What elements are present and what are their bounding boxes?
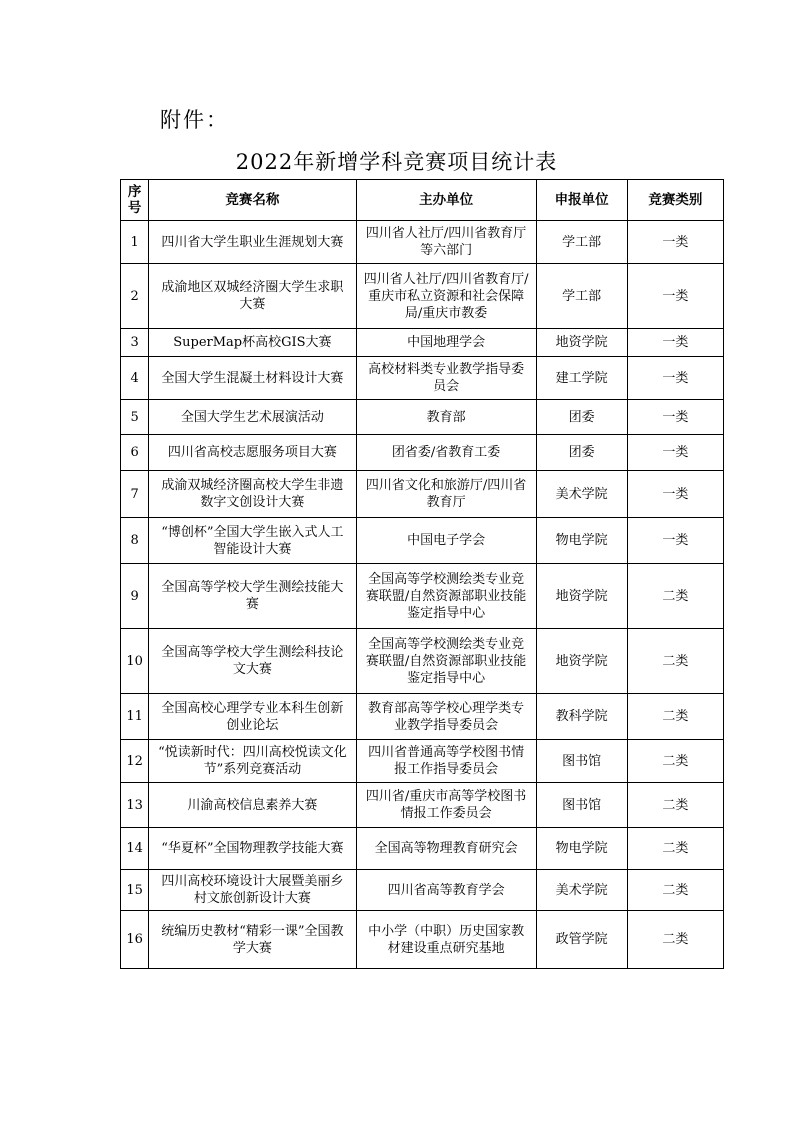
cell-index: 14 bbox=[121, 828, 149, 870]
cell-organizer: 四川省/重庆市高等学校图书情报工作委员会 bbox=[356, 783, 536, 828]
cell-index: 4 bbox=[121, 357, 149, 400]
cell-category: 一类 bbox=[627, 329, 723, 357]
cell-organizer: 全国高等学校测绘类专业竞赛联盟/自然资源部职业技能鉴定指导中心 bbox=[356, 564, 536, 629]
cell-applicant: 教科学院 bbox=[536, 694, 627, 740]
cell-organizer: 中国电子学会 bbox=[356, 518, 536, 564]
cell-name: 成渝双城经济圈高校大学生非遗数字文创设计大赛 bbox=[149, 471, 356, 518]
table-row bbox=[121, 357, 724, 400]
cell-organizer: 中国地理学会 bbox=[356, 329, 536, 357]
cell-organizer: 四川省普通高等学校图书情报工作指导委员会 bbox=[356, 740, 536, 783]
cell-name: 全国大学生艺术展演活动 bbox=[149, 400, 356, 435]
cell-category: 二类 bbox=[627, 783, 723, 828]
cell-name: 全国高等学校大学生测绘科技论文大赛 bbox=[149, 629, 356, 694]
table-row bbox=[121, 400, 724, 435]
table-row bbox=[121, 828, 724, 870]
cell-index: 8 bbox=[121, 518, 149, 564]
table-row bbox=[121, 783, 724, 828]
cell-index: 5 bbox=[121, 400, 149, 435]
cell-category: 一类 bbox=[627, 264, 723, 329]
cell-index: 10 bbox=[121, 629, 149, 694]
header-organizer: 主办单位 bbox=[356, 180, 536, 221]
cell-applicant: 政管学院 bbox=[536, 911, 627, 969]
header-applicant: 申报单位 bbox=[536, 180, 627, 221]
cell-organizer: 中小学（中职）历史国家教材建设重点研究基地 bbox=[356, 911, 536, 969]
cell-applicant: 地资学院 bbox=[536, 629, 627, 694]
cell-category: 二类 bbox=[627, 694, 723, 740]
cell-name: “华夏杯”全国物理教学技能大赛 bbox=[149, 828, 356, 870]
header-name: 竞赛名称 bbox=[149, 180, 356, 221]
table-row bbox=[121, 435, 724, 471]
cell-index: 12 bbox=[121, 740, 149, 783]
cell-name: 统编历史教材“精彩一课”全国教学大赛 bbox=[149, 911, 356, 969]
cell-index: 9 bbox=[121, 564, 149, 629]
cell-applicant: 美术学院 bbox=[536, 471, 627, 518]
cell-index: 16 bbox=[121, 911, 149, 969]
cell-organizer: 四川省文化和旅游厅/四川省教育厅 bbox=[356, 471, 536, 518]
cell-applicant: 物电学院 bbox=[536, 518, 627, 564]
cell-name: 四川高校环境设计大展暨美丽乡村文旅创新设计大赛 bbox=[149, 870, 356, 911]
cell-applicant: 图书馆 bbox=[536, 740, 627, 783]
cell-category: 二类 bbox=[627, 870, 723, 911]
table-row bbox=[121, 221, 724, 264]
competition-table bbox=[120, 179, 724, 969]
cell-category: 二类 bbox=[627, 629, 723, 694]
table-row bbox=[121, 471, 724, 518]
header-category: 竞赛类别 bbox=[627, 180, 723, 221]
cell-applicant: 地资学院 bbox=[536, 329, 627, 357]
cell-name: SuperMap杯高校GIS大赛 bbox=[149, 329, 356, 357]
cell-name: 全国大学生混凝土材料设计大赛 bbox=[149, 357, 356, 400]
cell-applicant: 美术学院 bbox=[536, 870, 627, 911]
table-row bbox=[121, 740, 724, 783]
cell-organizer: 全国高等学校测绘类专业竞赛联盟/自然资源部职业技能鉴定指导中心 bbox=[356, 629, 536, 694]
cell-category: 一类 bbox=[627, 435, 723, 471]
cell-index: 6 bbox=[121, 435, 149, 471]
cell-name: “博创杯”全国大学生嵌入式人工智能设计大赛 bbox=[149, 518, 356, 564]
cell-category: 一类 bbox=[627, 357, 723, 400]
cell-category: 一类 bbox=[627, 518, 723, 564]
cell-name: 成渝地区双城经济圈大学生求职大赛 bbox=[149, 264, 356, 329]
cell-organizer: 四川省人社厅/四川省教育厅/重庆市私立资源和社会保障局/重庆市教委 bbox=[356, 264, 536, 329]
cell-organizer: 教育部 bbox=[356, 400, 536, 435]
cell-applicant: 团委 bbox=[536, 400, 627, 435]
cell-category: 二类 bbox=[627, 564, 723, 629]
cell-index: 3 bbox=[121, 329, 149, 357]
cell-applicant: 学工部 bbox=[536, 264, 627, 329]
cell-organizer: 团省委/省教育工委 bbox=[356, 435, 536, 471]
cell-name: 川渝高校信息素养大赛 bbox=[149, 783, 356, 828]
cell-applicant: 地资学院 bbox=[536, 564, 627, 629]
cell-applicant: 团委 bbox=[536, 435, 627, 471]
cell-index: 1 bbox=[121, 221, 149, 264]
cell-index: 7 bbox=[121, 471, 149, 518]
cell-applicant: 物电学院 bbox=[536, 828, 627, 870]
cell-category: 一类 bbox=[627, 400, 723, 435]
cell-name: “悦读新时代：四川高校悦读文化节”系列竞赛活动 bbox=[149, 740, 356, 783]
cell-name: 四川省大学生职业生涯规划大赛 bbox=[149, 221, 356, 264]
table-row bbox=[121, 264, 724, 329]
table-row bbox=[121, 911, 724, 969]
table-row bbox=[121, 518, 724, 564]
cell-applicant: 学工部 bbox=[536, 221, 627, 264]
cell-category: 二类 bbox=[627, 911, 723, 969]
cell-name: 全国高校心理学专业本科生创新创业论坛 bbox=[149, 694, 356, 740]
cell-index: 15 bbox=[121, 870, 149, 911]
cell-organizer: 全国高等物理教育研究会 bbox=[356, 828, 536, 870]
cell-organizer: 教育部高等学校心理学类专业教学指导委员会 bbox=[356, 694, 536, 740]
table-row bbox=[121, 694, 724, 740]
cell-category: 一类 bbox=[627, 471, 723, 518]
cell-index: 13 bbox=[121, 783, 149, 828]
cell-applicant: 建工学院 bbox=[536, 357, 627, 400]
cell-organizer: 四川省人社厅/四川省教育厅等六部门 bbox=[356, 221, 536, 264]
table-row bbox=[121, 564, 724, 629]
cell-index: 11 bbox=[121, 694, 149, 740]
cell-organizer: 高校材料类专业教学指导委员会 bbox=[356, 357, 536, 400]
cell-name: 四川省高校志愿服务项目大赛 bbox=[149, 435, 356, 471]
cell-category: 二类 bbox=[627, 740, 723, 783]
cell-name: 全国高等学校大学生测绘技能大赛 bbox=[149, 564, 356, 629]
cell-applicant: 图书馆 bbox=[536, 783, 627, 828]
document-title: 2022年新增学科竞赛项目统计表 bbox=[235, 150, 558, 174]
cell-organizer: 四川省高等教育学会 bbox=[356, 870, 536, 911]
cell-category: 一类 bbox=[627, 221, 723, 264]
cell-index: 2 bbox=[121, 264, 149, 329]
table-row bbox=[121, 870, 724, 911]
table-row bbox=[121, 629, 724, 694]
attachment-label: 附件： bbox=[160, 108, 229, 132]
table-row bbox=[121, 329, 724, 357]
header-index: 序号 bbox=[121, 180, 149, 221]
table-header-row bbox=[121, 180, 724, 221]
cell-category: 二类 bbox=[627, 828, 723, 870]
